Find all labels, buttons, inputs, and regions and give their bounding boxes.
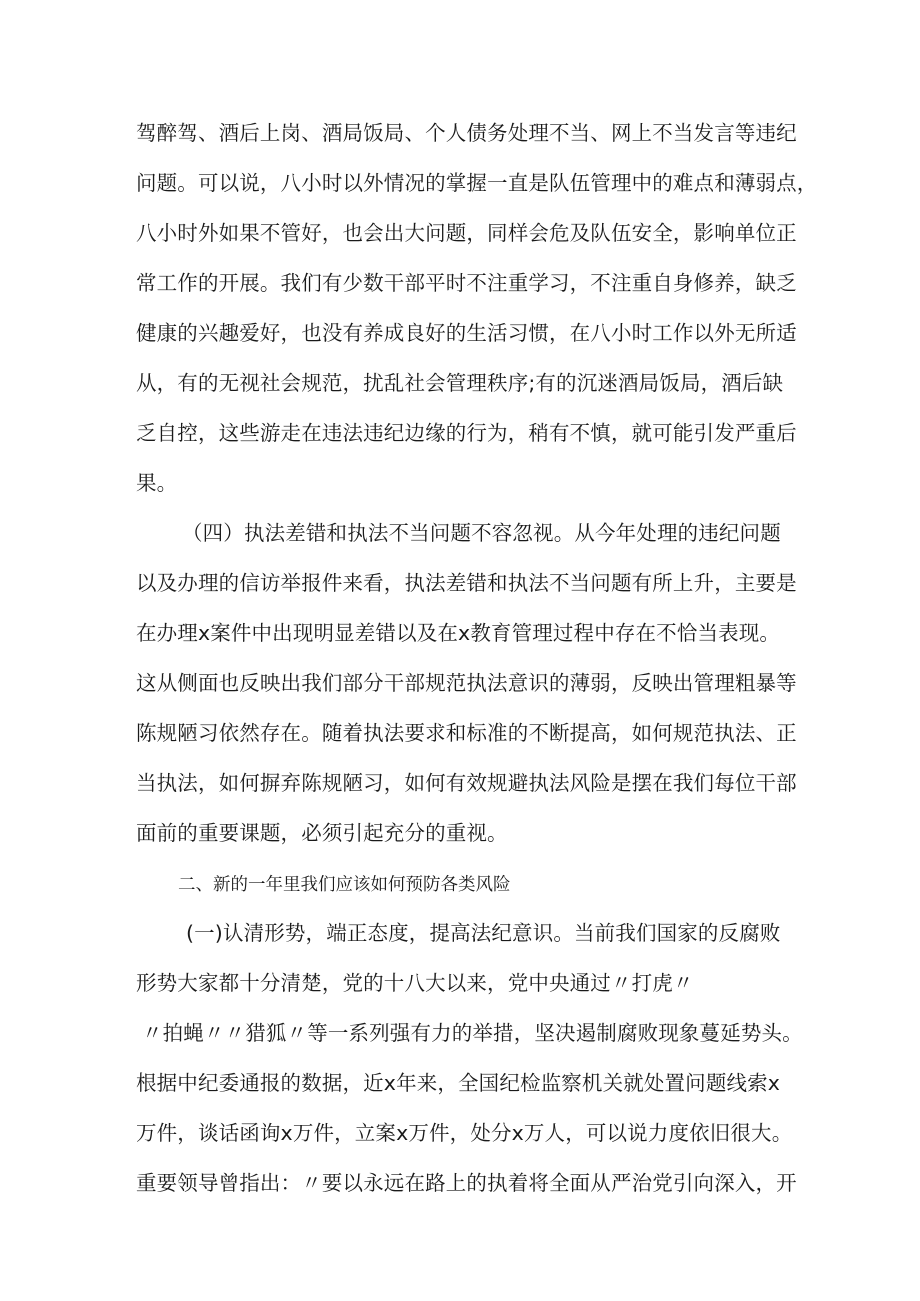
paragraph-3-line-2: 形势大家都十分清楚，党的十八大以来，党中央通过〃打虎〃 bbox=[136, 971, 694, 995]
paragraph-2-line-3: 在办理x案件中出现明显差错以及在x教育管理过程中存在不恰当表现。 bbox=[136, 621, 781, 645]
paragraph-1-line-5: 健康的兴趣爱好，也没有养成良好的生活习惯，在八小时工作以外无所适 bbox=[136, 321, 797, 345]
paragraph-2-line-6: 当执法，如何摒弃陈规陋习，如何有效规避执法风险是摆在我们每位干部 bbox=[136, 771, 797, 795]
paragraph-1-line-6: 从，有的无视社会规范，扰乱社会管理秩序;有的沉迷酒局饭局，酒后缺 bbox=[136, 371, 784, 395]
paragraph-1-line-2: 问题。可以说，八小时以外情况的掌握一直是队伍管理中的难点和薄弱点， bbox=[136, 171, 818, 195]
paragraph-1-line-4: 常工作的开展。我们有少数干部平时不注重学习，不注重自身修养，缺乏 bbox=[136, 271, 797, 295]
paragraph-3-line-5: 万件，谈话函询x万件，立案x万件，处分x万人，可以说力度依旧很大。 bbox=[136, 1121, 793, 1145]
paragraph-3-line-4: 根据中纪委通报的数据，近x年来，全国纪检监察机关就处置问题线索x bbox=[136, 1071, 781, 1095]
paragraph-1-line-1: 驾醉驾、酒后上岗、酒局饭局、个人债务处理不当、网上不当发言等违纪 bbox=[136, 121, 797, 145]
section-heading: 二、新的一年里我们应该如何预防各类风险 bbox=[178, 875, 511, 895]
paragraph-2-line-1: （四）执法差错和执法不当问题不容忽视。从今年处理的违纪问题 bbox=[182, 521, 781, 545]
paragraph-2-line-5: 陈规陋习依然存在。随着执法要求和标准的不断提高，如何规范执法、正 bbox=[136, 721, 797, 745]
paragraph-1-line-3: 八小时外如果不管好，也会出大问题，同样会危及队伍安全，影响单位正 bbox=[136, 221, 797, 245]
paragraph-3-line-3: 〃拍蝇〃〃猎狐〃等一系列强有力的举措，坚决遏制腐败现象蔓延势头。 bbox=[142, 1021, 803, 1045]
paragraph-1-line-7: 乏自控，这些游走在违法违纪边缘的行为，稍有不慎，就可能引发严重后 bbox=[136, 421, 797, 445]
paragraph-3-line-1: (一)认清形势，端正态度，提高法纪意识。当前我们国家的反腐败 bbox=[186, 921, 781, 945]
paragraph-2-line-4: 这从侧面也反映出我们部分干部规范执法意识的薄弱，反映出管理粗暴等 bbox=[136, 671, 797, 695]
paragraph-2-line-2: 以及办理的信访举报件来看，执法差错和执法不当问题有所上升，主要是 bbox=[136, 571, 797, 595]
paragraph-2-line-7: 面前的重要课题，必须引起充分的重视。 bbox=[136, 821, 508, 845]
paragraph-1-line-8: 果。 bbox=[136, 471, 178, 495]
paragraph-3-line-6: 重要领导曾指出：〃要以永远在路上的执着将全面从严治党引向深入，开 bbox=[136, 1171, 797, 1195]
